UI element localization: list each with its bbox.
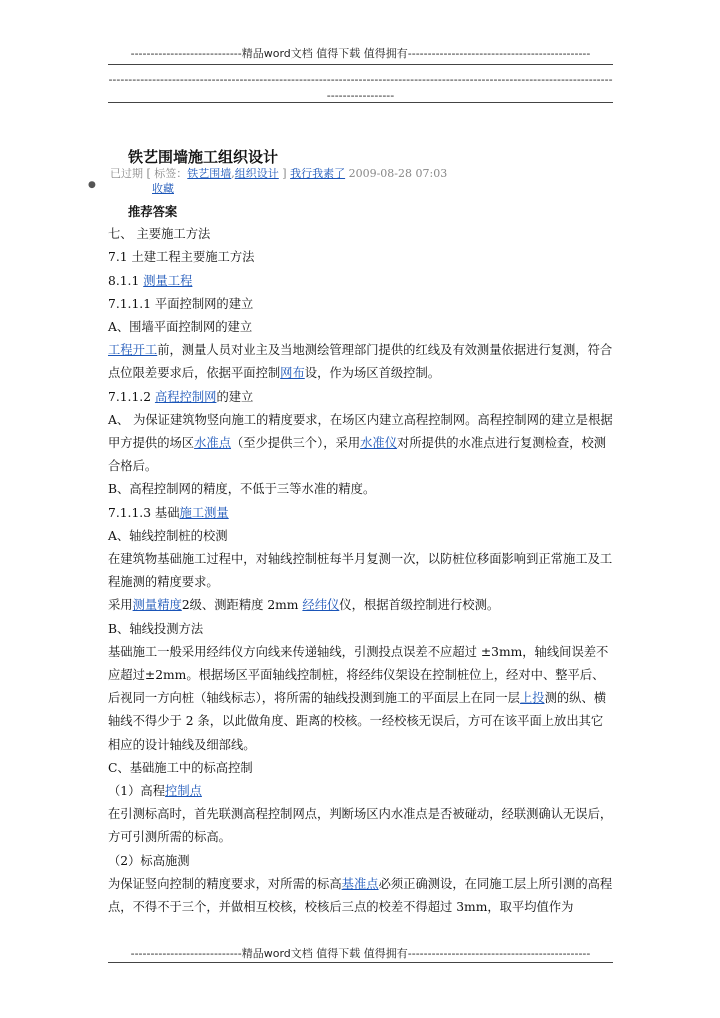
link[interactable]: 测量精度	[132, 598, 182, 613]
dash-line: ------------------------------------------------------------------------------------------------------------------------------------------------	[108, 73, 613, 102]
item-heading: （2）标高施测	[108, 853, 190, 868]
link[interactable]: 控制点	[165, 784, 202, 799]
paragraph: A、 为保证建筑物竖向施工的精度要求，在场区内建立高程控制网。高程控制网的建立是根据甲方提供的场区水准点（至少提供三个），采用水准仪对所提供的水准点进行复测检查，校测合格后。	[108, 412, 613, 474]
item-heading: （1）高程控制点	[108, 784, 202, 799]
paragraph: 在引测标高时，首先联测高程控制网点，判断场区内水准点是否被碰动，经联测确认无误后，方可引测所需的标高。	[108, 807, 613, 845]
paragraph: 工程开工前，测量人员对业主及当地测绘管理部门提供的红线及有效测量依据进行复测，符合点位限差要求后，依据平面控制网布设，作为场区首级控制。	[108, 343, 613, 381]
collect	[152, 180, 174, 196]
link[interactable]: 测量工程	[143, 273, 193, 288]
link[interactable]: 网布	[280, 366, 305, 381]
collect-link[interactable]: 收藏	[152, 182, 174, 195]
subsection-heading: 7.1.1.3 基础施工测量	[108, 505, 229, 520]
item-heading: C、基础施工中的标高控制	[108, 760, 253, 775]
paragraph: 基础施工一般采用经纬仪方向线来传递轴线，引测投点误差不应超过 ±3mm，轴线间误差不应超过±2mm。根据场区平面轴线控制桩，将经纬仪架设在控制桩位上，经对中、整平后、后视同一方向桩（轴线标志），将所需的轴线投测到施工的平面层上在同一层上投测的纵、横轴线不得少于 2 条，以此做角度、距离的校核。一经校核无误后，方可在该平面上放出其它相应的设计轴线及细部线。	[108, 644, 609, 752]
paragraph: 采用测量精度2级、测距精度 2mm 经纬仪仪，根据首级控制进行校测。	[108, 598, 500, 613]
link[interactable]: 水准仪	[360, 436, 398, 451]
top-divider	[108, 64, 613, 65]
link[interactable]: 施工测量	[179, 505, 229, 520]
paragraph: 为保证竖向控制的精度要求，对所需的标高基准点必须正确测设，在同施工层上所引测的高程点，不得不于三个，并做相互校核，校核后三点的校差不得超过 3mm，取平均值作为	[108, 876, 613, 915]
link[interactable]: 经纬仪	[302, 598, 340, 613]
item-heading: B、轴线投测方法	[108, 621, 204, 636]
item-heading: A、轴线控制桩的校测	[108, 528, 228, 543]
top-banner: ----------------------------精品word文档 值得下载 值得拥有----------------------------------------------	[130, 47, 591, 60]
paragraph: B、高程控制网的精度，不低于三等水准的精度。	[108, 482, 376, 497]
subsection-heading: 7.1.1.1 平面控制网的建立	[108, 296, 254, 311]
header-divider	[108, 102, 613, 103]
tag-link-1[interactable]: 铁艺围墙	[187, 167, 232, 180]
subsection-heading: 7.1 土建工程主要施工方法	[108, 250, 255, 265]
bullet-icon: ●	[88, 180, 96, 190]
article-meta: 已过期 [ 标签：铁艺围墙,组织设计 ] 我行我素了 2009-08-28 07:03	[110, 167, 448, 180]
author-link[interactable]: 我行我素了	[290, 167, 346, 180]
article-title: 铁艺围墙施工组织设计	[128, 148, 279, 166]
link[interactable]: 工程开工	[108, 343, 158, 358]
subsection-heading: 8.1.1 测量工程	[108, 273, 193, 288]
subsection-heading: 7.1.1.2 高程控制网的建立	[108, 389, 254, 404]
paragraph: 在建筑物基础施工过程中，对轴线控制桩每半月复测一次，以防桩位移面影响到正常施工及工程施测的精度要求。	[108, 552, 613, 590]
post-date: 2009-08-28 07:03	[345, 167, 448, 180]
answer-heading: 推荐答案	[128, 204, 178, 219]
link[interactable]: 上投	[519, 691, 545, 706]
link[interactable]: 基准点	[341, 876, 379, 891]
link[interactable]: 水准点	[194, 436, 231, 451]
footer-banner: ----------------------------精品word文档 值得下载 值得拥有----------------------------------------------	[130, 947, 591, 960]
link[interactable]: 高程控制网	[154, 389, 217, 404]
article-body	[108, 200, 614, 919]
item-heading: A、围墙平面控制网的建立	[108, 320, 253, 335]
tag-link-2[interactable]: 组织设计	[234, 167, 279, 180]
footer-divider	[108, 962, 613, 963]
section-heading: 七、 主要施工方法	[108, 227, 211, 242]
